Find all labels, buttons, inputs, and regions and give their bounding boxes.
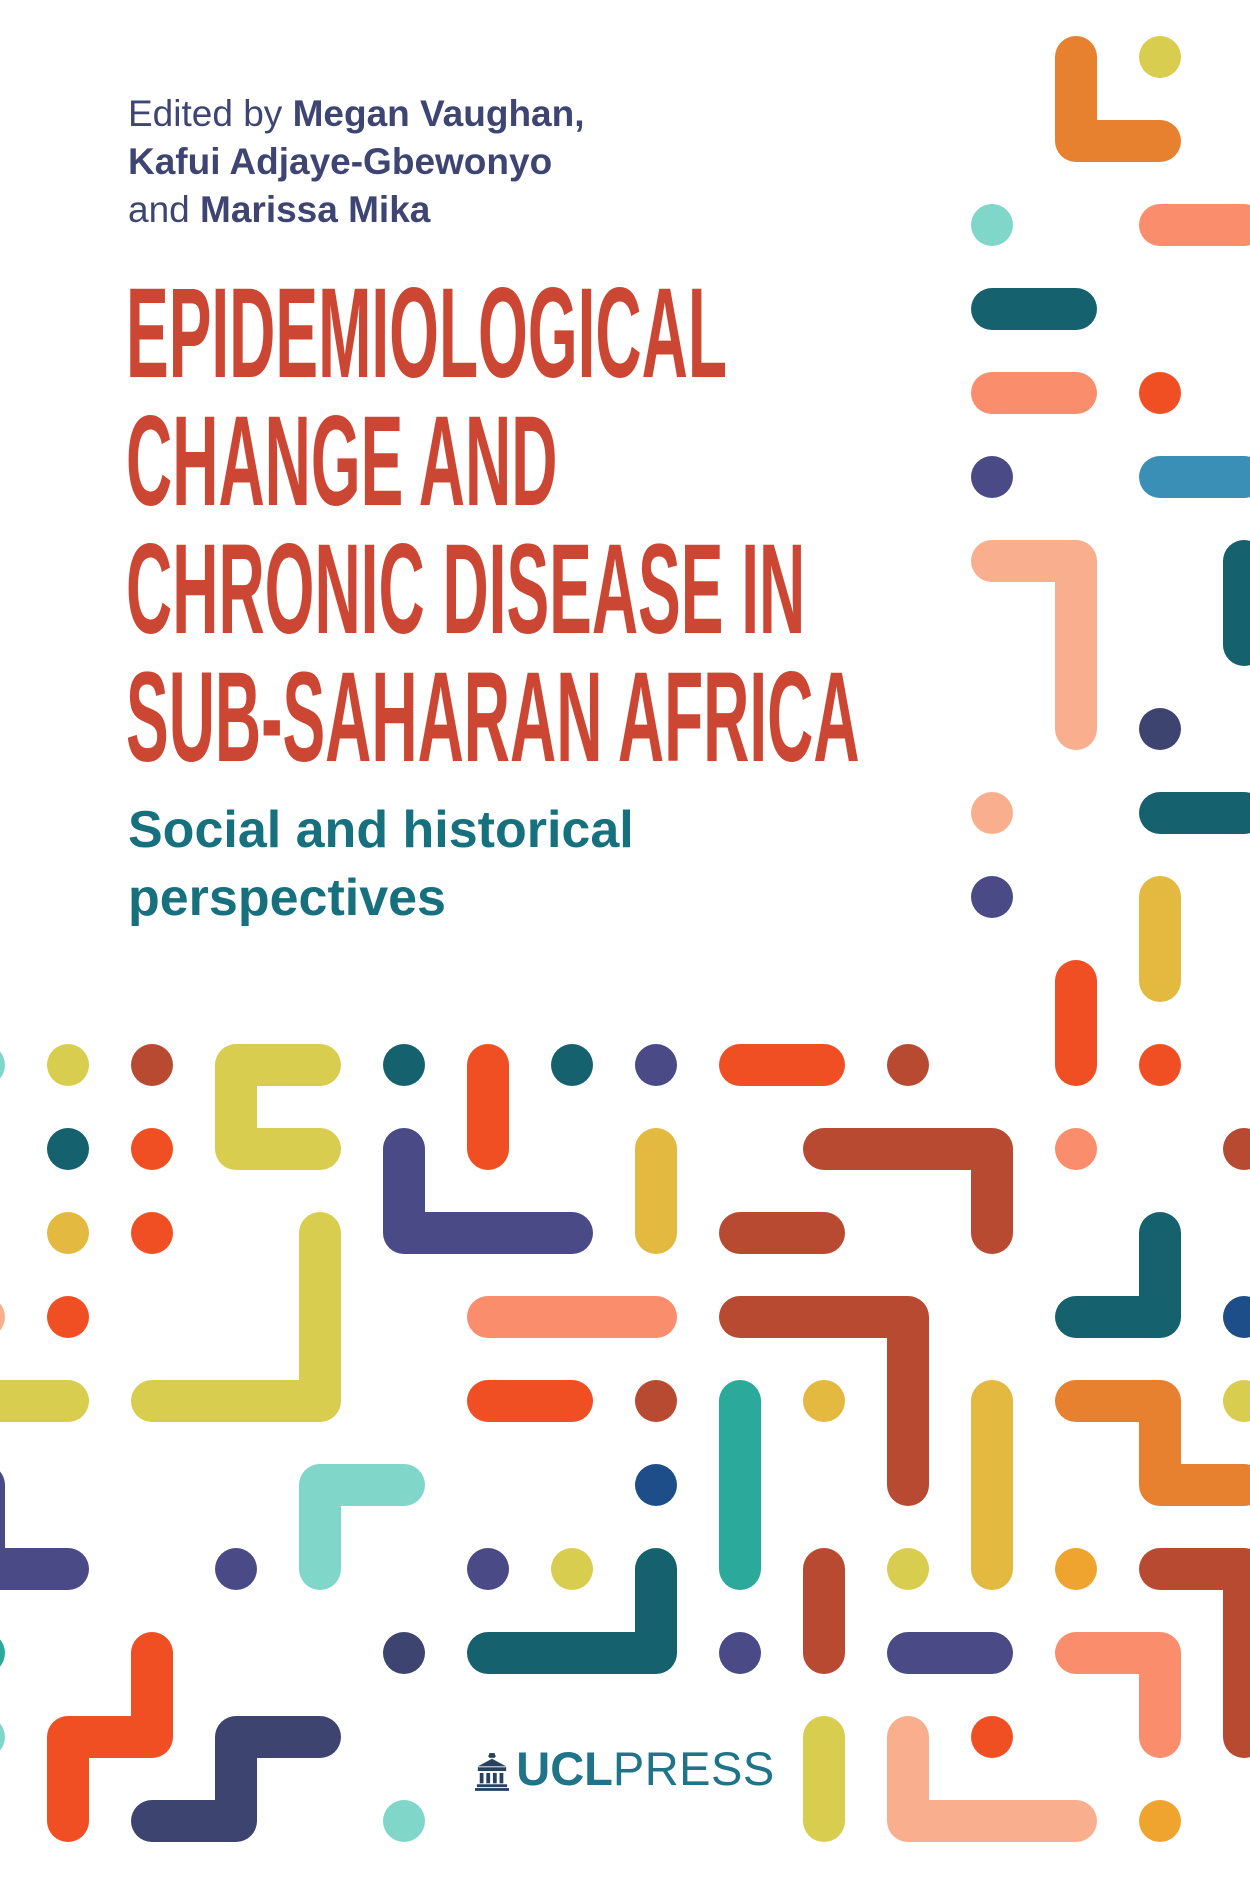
byline-line bbox=[128, 138, 585, 186]
byline-editor-name: Kafui Adjaye-Gbewonyo bbox=[128, 141, 553, 182]
title-line: CHRONIC DISEASE IN bbox=[126, 518, 806, 661]
byline-editor-name: Marissa Mika bbox=[200, 189, 431, 230]
byline-editor-name: Megan Vaughan, bbox=[292, 93, 585, 134]
byline-line bbox=[128, 90, 585, 138]
book-subtitle: Social and historical perspectives bbox=[128, 801, 634, 927]
title-line: SUB-SAHARAN AFRICA bbox=[126, 646, 860, 789]
publisher-logo bbox=[0, 1742, 1250, 1795]
title-line: CHANGE AND bbox=[126, 390, 558, 533]
byline-text: Edited by bbox=[128, 93, 293, 134]
title-line: EPIDEMIOLOGICAL bbox=[126, 262, 727, 405]
publisher-name-press: PRESS bbox=[612, 1742, 775, 1795]
byline bbox=[128, 90, 585, 234]
byline-line bbox=[128, 186, 585, 234]
book-title bbox=[126, 262, 860, 789]
byline-text: and bbox=[128, 189, 201, 230]
publisher-name-ucl: UCL bbox=[516, 1742, 613, 1795]
ucl-portico-icon bbox=[475, 1753, 509, 1791]
